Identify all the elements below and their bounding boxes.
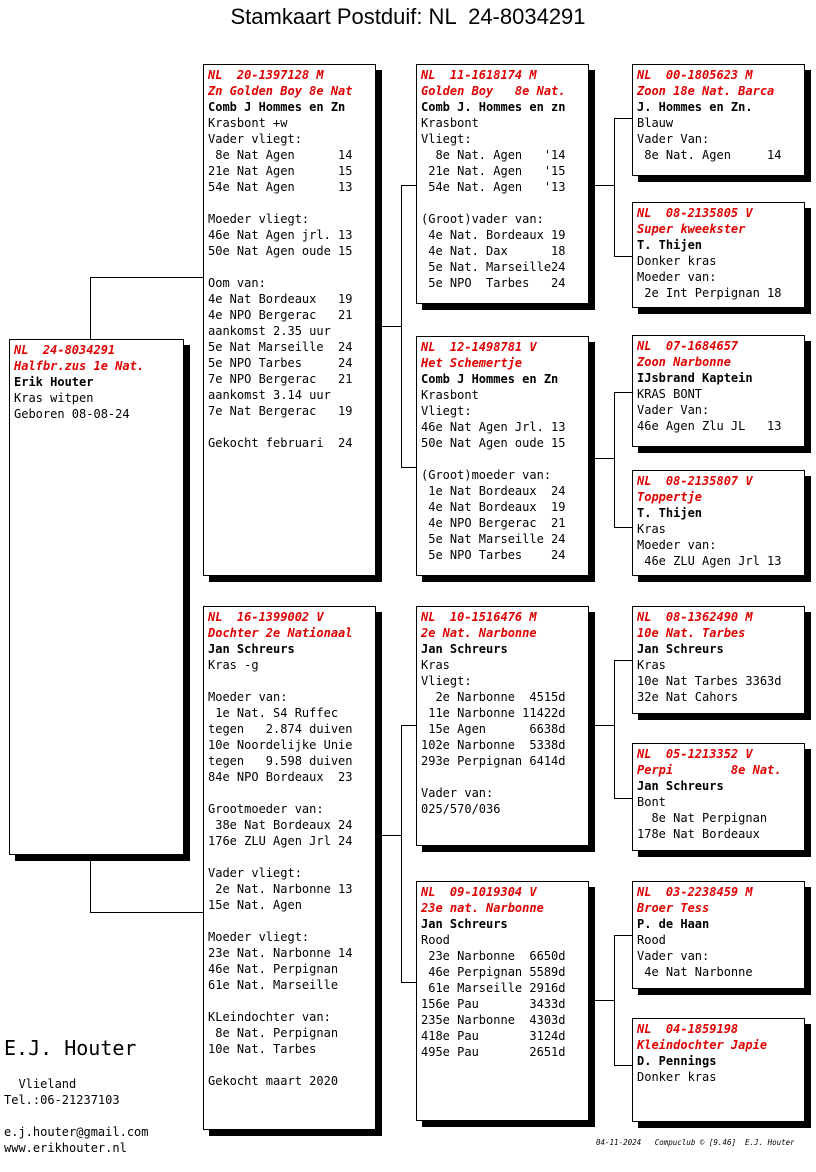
- pedigree-line: 2e Int Perpignan 18: [637, 286, 782, 300]
- pedigree-line: [208, 259, 371, 275]
- ring-number: NL 08-2135805 V: [637, 206, 753, 220]
- pedigree-line: 61e Marseille 2916d: [421, 981, 566, 995]
- pedigree-line: 32e Nat Cahors: [637, 690, 739, 704]
- pigeon-card-ggf-3: [632, 606, 805, 714]
- connector-line: [90, 855, 91, 912]
- connector-line: [614, 118, 615, 256]
- pedigree-line: 54e Nat Agen 13: [208, 180, 353, 194]
- pedigree-line: [208, 913, 371, 929]
- pedigree-line: 10e Nat Tarbes 3363d: [637, 674, 782, 688]
- pedigree-line: Vader Van:: [637, 132, 710, 146]
- pedigree-line: [208, 419, 371, 435]
- pigeon-card-ggf-1: [632, 64, 805, 176]
- connector-line: [589, 1000, 615, 1001]
- connector-line: [614, 935, 615, 1065]
- pedigree-line: 15e Agen 6638d: [421, 722, 566, 736]
- pedigree-line: 5e NPO Tarbes 24: [421, 548, 566, 562]
- pedigree-line: 4e Nat. Bordeaux 19: [421, 228, 566, 242]
- breeder-name: Jan Schreurs: [637, 642, 724, 656]
- ring-number: NL 08-2135807 V: [637, 474, 753, 488]
- pedigree-line: 5e Nat. Marseille24: [421, 260, 566, 274]
- pedigree-line: 46e Perpignan 5589d: [421, 965, 566, 979]
- pigeon-card-maternal-grandfather: [416, 606, 589, 846]
- pedigree-line: 8e Nat. Perpignan: [208, 1026, 339, 1040]
- ring-number: NL 05-1213352 V: [637, 747, 753, 761]
- ring-number: NL 12-1498781 V: [421, 340, 537, 354]
- pedigree-line: 4e NPO Bergerac 21: [421, 516, 566, 530]
- pedigree-line: Kras: [637, 658, 666, 672]
- breeder-name: P. de Haan: [637, 917, 710, 931]
- pigeon-nickname: Het Schemertje: [421, 356, 523, 370]
- pedigree-line: 4e Nat. Dax 18: [421, 244, 566, 258]
- connector-line: [90, 277, 204, 278]
- pigeon-card-paternal-grandfather: [416, 64, 589, 304]
- pedigree-line: 38e Nat Bordeaux 24: [208, 818, 353, 832]
- pedigree-line: 5e NPO Tarbes 24: [421, 276, 566, 290]
- footer-credits: 04-11-2024 Compuclub © [9.46] E.J. Houter: [596, 1138, 795, 1147]
- connector-line: [90, 277, 91, 339]
- ring-number: NL 10-1516476 M: [421, 610, 537, 624]
- ring-number: NL 00-1805623 M: [637, 68, 753, 82]
- pedigree-line: Bont: [637, 795, 666, 809]
- pedigree-line: [421, 769, 584, 785]
- pedigree-line: 61e Nat. Marseille: [208, 978, 339, 992]
- pedigree-line: Rood: [637, 933, 666, 947]
- ring-number: NL 11-1618174 M: [421, 68, 537, 82]
- connector-line: [614, 798, 633, 799]
- pedigree-line: [208, 785, 371, 801]
- pedigree-line: 7e Nat Bergerac 19: [208, 404, 353, 418]
- pedigree-line: Moeder vliegt:: [208, 930, 310, 944]
- pedigree-line: [208, 195, 371, 211]
- pigeon-card-mother: [203, 606, 376, 1130]
- connector-line: [401, 467, 417, 468]
- pedigree-line: 23e Nat. Narbonne 14: [208, 946, 353, 960]
- pedigree-line: Vliegt:: [421, 132, 472, 146]
- pedigree-line: 176e ZLU Agen Jrl 24: [208, 834, 353, 848]
- pedigree-line: KLeindochter van:: [208, 1010, 331, 1024]
- pedigree-line: Gekocht februari 24: [208, 436, 353, 450]
- ring-number: NL 08-1362490 M: [637, 610, 753, 624]
- ring-number: NL 24-8034291: [14, 343, 116, 357]
- pedigree-line: 156e Pau 3433d: [421, 997, 566, 1011]
- pedigree-line: 495e Pau 2651d: [421, 1045, 566, 1059]
- pedigree-line: (Groot)vader van:: [421, 212, 544, 226]
- pigeon-nickname: Zoon 18e Nat. Barca: [637, 84, 775, 98]
- connector-line: [401, 725, 417, 726]
- connector-line: [614, 256, 633, 257]
- connector-line: [401, 725, 402, 982]
- owner-website[interactable]: www.erikhouter.nl: [4, 1141, 127, 1155]
- pigeon-nickname: 2e Nat. Narbonne: [421, 626, 537, 640]
- pedigree-line: 54e Nat. Agen '13: [421, 180, 566, 194]
- pigeon-card-ggf-2: [632, 335, 805, 447]
- breeder-name: T. Thijen: [637, 238, 703, 252]
- pedigree-line: 5e Nat Marseille 24: [208, 340, 353, 354]
- page-title: Stamkaart Postduif: NL 24-8034291: [230, 4, 586, 29]
- pedigree-line: 15e Nat. Agen: [208, 898, 302, 912]
- pedigree-line: Moeder van:: [208, 690, 288, 704]
- pedigree-line: 21e Nat. Agen '15: [421, 164, 566, 178]
- pedigree-line: 5e NPO Tarbes 24: [208, 356, 353, 370]
- pigeon-card-father: [203, 64, 376, 576]
- breeder-name: Comb J. Hommes en zn: [421, 100, 566, 114]
- pedigree-line: Moeder vliegt:: [208, 212, 310, 226]
- breeder-name: Comb J Hommes en Zn: [208, 100, 346, 114]
- pigeon-nickname: Super kweekster: [637, 222, 746, 236]
- pigeon-nickname: Toppertje: [637, 490, 703, 504]
- pedigree-line: Oom van:: [208, 276, 266, 290]
- ring-number: NL 09-1019304 V: [421, 885, 537, 899]
- pigeon-card-subject: [9, 339, 184, 855]
- breeder-name: Jan Schreurs: [637, 779, 724, 793]
- pedigree-line: 46e Agen Zlu JL 13: [637, 419, 782, 433]
- breeder-name: D. Pennings: [637, 1054, 717, 1068]
- pedigree-line: Grootmoeder van:: [208, 802, 324, 816]
- connector-line: [614, 660, 615, 798]
- pedigree-line: Donker kras: [637, 1070, 717, 1084]
- pedigree-line: 1e Nat. S4 Ruffec: [208, 706, 339, 720]
- breeder-name: Jan Schreurs: [421, 642, 508, 656]
- pedigree-line: [421, 195, 584, 211]
- pedigree-line: Vader vliegt:: [208, 132, 302, 146]
- pedigree-line: Vader Van:: [637, 403, 710, 417]
- pedigree-line: 46e Nat. Perpignan: [208, 962, 339, 976]
- pedigree-line: 293e Perpignan 6414d: [421, 754, 566, 768]
- pedigree-line: Krasbont +w: [208, 116, 288, 130]
- pedigree-line: 1e Nat Bordeaux 24: [421, 484, 566, 498]
- pigeon-card-ggm-1: [632, 202, 805, 308]
- pedigree-line: [208, 849, 371, 865]
- pigeon-nickname: Zn Golden Boy 8e Nat: [208, 84, 353, 98]
- ring-number: NL 03-2238459 M: [637, 885, 753, 899]
- pedigree-line: 8e Nat. Agen 14: [637, 148, 782, 162]
- pedigree-line: aankomst 2.35 uur: [208, 324, 331, 338]
- breeder-name: Jan Schreurs: [421, 917, 508, 931]
- connector-line: [401, 185, 402, 467]
- pedigree-line: 4e NPO Bergerac 21: [208, 308, 353, 322]
- pedigree-line: 102e Narbonne 5338d: [421, 738, 566, 752]
- pedigree-line: 418e Pau 3124d: [421, 1029, 566, 1043]
- pigeon-card-paternal-grandmother: [416, 336, 589, 576]
- pedigree-line: [208, 1057, 371, 1073]
- pedigree-line: Vader van:: [637, 949, 710, 963]
- pedigree-line: 235e Narbonne 4303d: [421, 1013, 566, 1027]
- ring-number: NL 04-1859198: [637, 1022, 739, 1036]
- pedigree-line: Geboren 08-08-24: [14, 407, 130, 421]
- pedigree-line: 46e Nat Agen Jrl. 13: [421, 420, 566, 434]
- owner-place: Vlieland: [4, 1077, 77, 1091]
- pedigree-line: 025/570/036: [421, 802, 501, 816]
- breeder-name: Comb J Hommes en Zn: [421, 372, 559, 386]
- connector-line: [589, 725, 615, 726]
- connector-line: [401, 982, 417, 983]
- pedigree-line: Moeder van:: [637, 270, 717, 284]
- pedigree-line: Kras witpen: [14, 391, 94, 405]
- pedigree-line: Rood: [421, 933, 450, 947]
- pedigree-line: Krasbont: [421, 116, 479, 130]
- pedigree-line: 8e Nat. Agen '14: [421, 148, 566, 162]
- pedigree-line: 178e Nat Bordeaux: [637, 827, 760, 841]
- owner-phone: Tel.:06-21237103: [4, 1093, 120, 1107]
- pigeon-card-ggm-2: [632, 470, 805, 576]
- pedigree-line: Vliegt:: [421, 674, 472, 688]
- pedigree-line: aankomst 3.14 uur: [208, 388, 331, 402]
- pigeon-nickname: 23e nat. Narbonne: [421, 901, 544, 915]
- pedigree-line: 21e Nat Agen 15: [208, 164, 353, 178]
- breeder-name: J. Hommes en Zn.: [637, 100, 753, 114]
- ring-number: NL 20-1397128 M: [208, 68, 324, 82]
- pigeon-nickname: Perpi 8e Nat.: [637, 763, 782, 777]
- connector-line: [589, 185, 615, 186]
- pedigree-line: Donker kras: [637, 254, 717, 268]
- connector-line: [401, 185, 417, 186]
- pedigree-line: 84e NPO Bordeaux 23: [208, 770, 353, 784]
- pedigree-line: tegen 9.598 duiven: [208, 754, 353, 768]
- pedigree-line: 2e Narbonne 4515d: [421, 690, 566, 704]
- connector-line: [614, 527, 633, 528]
- pigeon-card-ggm-4: [632, 1018, 805, 1122]
- connector-line: [589, 458, 615, 459]
- breeder-name: Jan Schreurs: [208, 642, 295, 656]
- ring-number: NL 16-1399002 V: [208, 610, 324, 624]
- pedigree-line: tegen 2.874 duiven: [208, 722, 353, 736]
- connector-line: [90, 912, 204, 913]
- pedigree-line: 46e ZLU Agen Jrl 13: [637, 554, 782, 568]
- connector-line: [614, 118, 633, 119]
- pedigree-line: (Groot)moeder van:: [421, 468, 552, 482]
- pedigree-line: 4e Nat Narbonne: [637, 965, 753, 979]
- pigeon-card-ggf-4: [632, 881, 805, 989]
- pedigree-line: 11e Narbonne 11422d: [421, 706, 566, 720]
- pedigree-line: 7e NPO Bergerac 21: [208, 372, 353, 386]
- pedigree-line: 8e Nat Agen 14: [208, 148, 353, 162]
- pigeon-nickname: Broer Tess: [637, 901, 710, 915]
- ring-number: NL 07-1684657: [637, 339, 739, 353]
- pigeon-nickname: Golden Boy 8e Nat.: [421, 84, 566, 98]
- pedigree-line: 23e Narbonne 6650d: [421, 949, 566, 963]
- owner-name: E.J. Houter: [4, 1036, 137, 1060]
- pigeon-card-maternal-grandmother: [416, 881, 589, 1121]
- pedigree-line: [208, 993, 371, 1009]
- pedigree-line: Blauw: [637, 116, 674, 130]
- connector-line: [376, 835, 402, 836]
- pigeon-nickname: Zoon Narbonne: [637, 355, 731, 369]
- connector-line: [614, 392, 615, 527]
- connector-line: [614, 392, 633, 393]
- pedigree-line: 4e Nat Bordeaux 19: [421, 500, 566, 514]
- pedigree-line: [208, 673, 371, 689]
- pedigree-line: Krasbont: [421, 388, 479, 402]
- breeder-name: T. Thijen: [637, 506, 703, 520]
- pigeon-nickname: Kleindochter Japie: [637, 1038, 768, 1052]
- pedigree-line: KRAS BONT: [637, 387, 703, 401]
- pedigree-line: Kras -g: [208, 658, 259, 672]
- pedigree-line: Gekocht maart 2020: [208, 1074, 339, 1088]
- pigeon-nickname: 10e Nat. Tarbes: [637, 626, 746, 640]
- pedigree-line: Kras: [637, 522, 666, 536]
- pedigree-line: Vliegt:: [421, 404, 472, 418]
- pedigree-line: 4e Nat Bordeaux 19: [208, 292, 353, 306]
- pigeon-nickname: Dochter 2e Nationaal: [208, 626, 353, 640]
- pedigree-line: Vader vliegt:: [208, 866, 302, 880]
- pedigree-line: 50e Nat Agen oude 15: [208, 244, 353, 258]
- pedigree-line: 10e Noordelijke Unie: [208, 738, 353, 752]
- pedigree-line: Moeder van:: [637, 538, 717, 552]
- pedigree-line: 5e Nat Marseille 24: [421, 532, 566, 546]
- breeder-name: IJsbrand Kaptein: [637, 371, 753, 385]
- pigeon-card-ggm-3: [632, 743, 805, 851]
- pedigree-line: 10e Nat. Tarbes: [208, 1042, 317, 1056]
- pedigree-line: Vader van:: [421, 786, 494, 800]
- connector-line: [614, 935, 633, 936]
- pedigree-line: 46e Nat Agen jrl. 13: [208, 228, 353, 242]
- connector-line: [614, 660, 633, 661]
- pigeon-nickname: Halfbr.zus 1e Nat.: [14, 359, 145, 373]
- owner-email[interactable]: e.j.houter@gmail.com: [4, 1125, 149, 1139]
- connector-line: [376, 326, 402, 327]
- pedigree-line: 2e Nat. Narbonne 13: [208, 882, 353, 896]
- pedigree-line: Kras: [421, 658, 450, 672]
- connector-line: [614, 1065, 633, 1066]
- pedigree-line: 8e Nat Perpignan: [637, 811, 768, 825]
- pedigree-line: [421, 451, 584, 467]
- breeder-name: Erik Houter: [14, 375, 94, 389]
- pedigree-line: 50e Nat Agen oude 15: [421, 436, 566, 450]
